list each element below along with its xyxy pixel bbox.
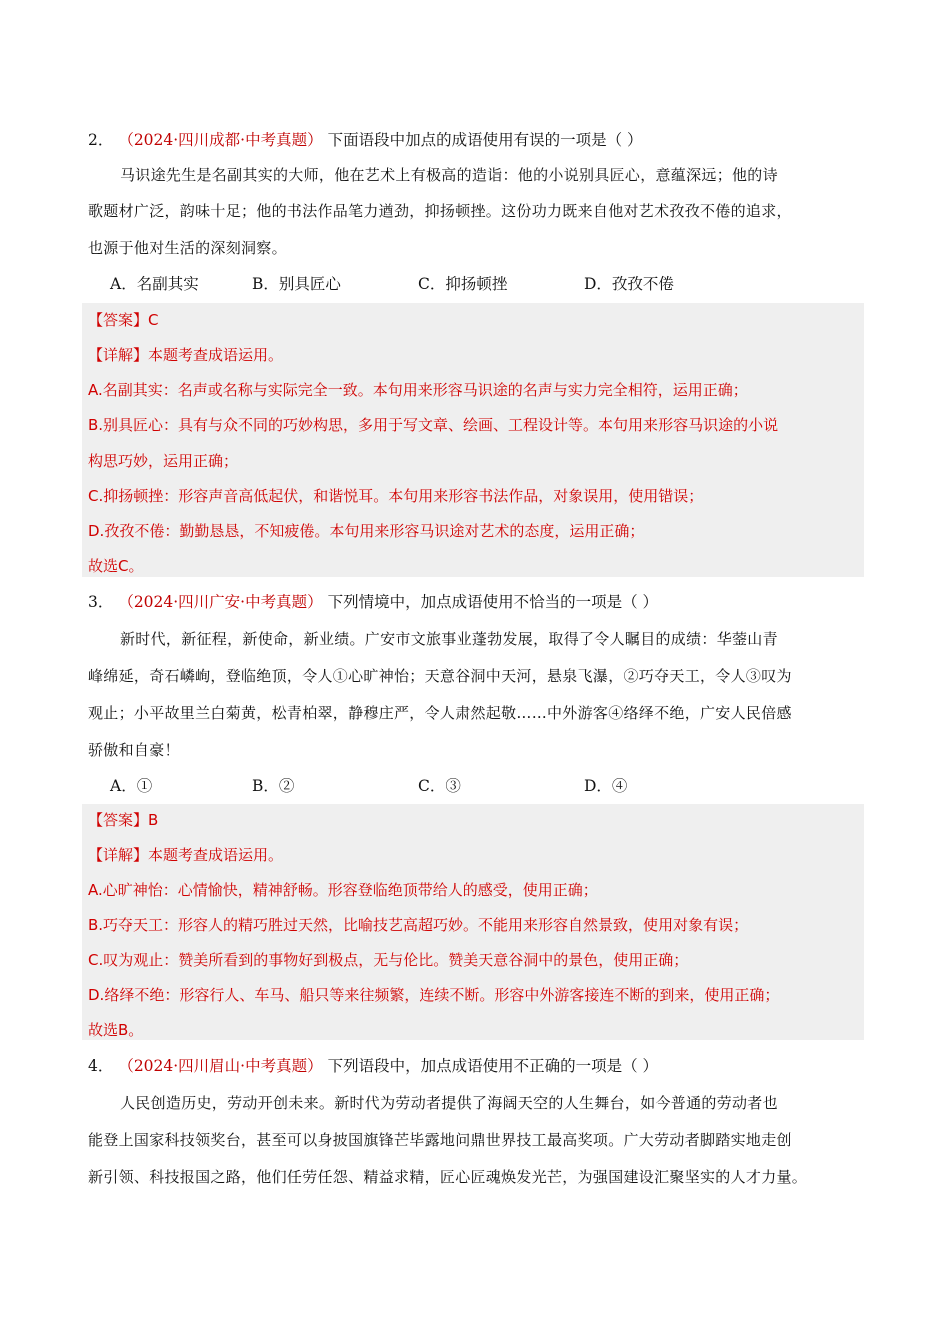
- analysis-line: D.孜孜不倦：勤勤恳恳，不知疲倦。本句用来形容马识途对艺术的态度，运用正确；: [88, 522, 645, 540]
- option-c: C．③: [418, 777, 461, 795]
- question-source: （2024·四川成都·中考真题）: [118, 131, 323, 149]
- option-b: B．②: [252, 777, 295, 795]
- analysis-line: 构思巧妙，运用正确；: [88, 452, 239, 470]
- analysis-line: B.巧夺天工：形容人的精巧胜过天然，比喻技艺高超巧妙。不能用来形容自然景致，使用对象有误；: [88, 916, 749, 934]
- question-stem: 下面语段中加点的成语使用有误的一项是（ ）: [327, 131, 643, 149]
- question-number: 3．: [88, 593, 114, 611]
- analysis-line: B.别具匠心：具有与众不同的巧妙构思，多用于写文章、绘画、工程设计等。本句用来形容马识途的小说: [88, 416, 779, 434]
- answer-label: 【答案】B: [88, 811, 159, 829]
- analysis-line: 故选C。: [88, 557, 144, 575]
- question-source: （2024·四川广安·中考真题）: [118, 593, 323, 611]
- passage-line: 新时代，新征程，新使命，新业绩。广安市文旅事业蓬勃发展，取得了令人瞩目的成绩：华蓥山青: [120, 630, 778, 648]
- analysis-line: 【详解】本题考查成语运用。: [88, 846, 284, 864]
- question-stem: 下列情境中，加点成语使用不恰当的一项是（ ）: [327, 593, 658, 611]
- option-d: D．④: [584, 777, 628, 795]
- passage-line: 能登上国家科技领奖台，甚至可以身披国旗锋芒毕露地问鼎世界技工最高奖项。广大劳动者脚踏实地走创: [88, 1131, 792, 1149]
- option-b: B．别具匠心: [252, 275, 341, 293]
- analysis-line: D.络绎不绝：形容行人、车马、船只等来往频繁，连续不断。形容中外游客接连不断的到来，使用正确；: [88, 986, 780, 1004]
- question-source: （2024·四川眉山·中考真题）: [118, 1057, 323, 1075]
- question-2-header: [88, 128, 866, 150]
- analysis-line: 【详解】本题考查成语运用。: [88, 346, 284, 364]
- passage-line: 观止；小平故里兰白菊黄，松青柏翠，静穆庄严，令人肃然起敬……中外游客④络绎不绝，广安人民倍感: [88, 704, 792, 722]
- analysis-line: C.抑扬顿挫：形容声音高低起伏，和谐悦耳。本句用来形容书法作品，对象误用，使用错误；: [88, 487, 704, 505]
- analysis-line: A.名副其实：名声或名称与实际完全一致。本句用来形容马识途的名声与实力完全相符，运用正确；: [88, 381, 748, 399]
- question-3-header: [88, 590, 866, 612]
- options-row: [110, 272, 674, 294]
- question-number: 2．: [88, 131, 114, 149]
- analysis-line: C.叹为观止：赞美所看到的事物好到极点，无与伦比。赞美天意谷洞中的景色，使用正确；: [88, 951, 689, 969]
- option-d: D．孜孜不倦: [584, 275, 674, 293]
- passage-line: 峰绵延，奇石嶙峋，登临绝顶，令人①心旷神怡；天意谷洞中天河，悬泉飞瀑，②巧夺天工，令人③叹为: [88, 667, 792, 685]
- question-number: 4．: [88, 1057, 114, 1075]
- question-4-header: [88, 1054, 866, 1076]
- analysis-line: A.心旷神怡：心情愉快，精神舒畅。形容登临绝顶带给人的感受，使用正确；: [88, 881, 598, 899]
- option-a: A．名副其实: [110, 275, 199, 293]
- passage-line: 也源于他对生活的深刻洞察。: [88, 239, 287, 257]
- option-a: A．①: [110, 777, 153, 795]
- options-row: [110, 774, 627, 796]
- passage-line: 人民创造历史，劳动开创未来。新时代为劳动者提供了海阔天空的人生舞台，如今普通的劳动者也: [120, 1094, 778, 1112]
- passage-line: 骄傲和自豪！: [88, 741, 180, 759]
- option-c: C．抑扬顿挫: [418, 275, 508, 293]
- passage-line: 马识途先生是名副其实的大师，他在艺术上有极高的造诣：他的小说别具匠心，意蕴深远；他的诗: [120, 166, 778, 184]
- passage-line: 新引领、科技报国之路，他们任劳任怨、精益求精，匠心匠魂焕发光芒，为强国建设汇聚坚实的人才力量。: [88, 1168, 808, 1186]
- analysis-line: 故选B。: [88, 1021, 144, 1039]
- question-stem: 下列语段中，加点成语使用不正确的一项是（ ）: [327, 1057, 658, 1075]
- passage-line: 歌题材广泛，韵味十足；他的书法作品笔力遒劲，抑扬顿挫。这份功力既来自他对艺术孜孜不倦的追求，: [88, 202, 792, 220]
- answer-label: 【答案】C: [88, 311, 159, 329]
